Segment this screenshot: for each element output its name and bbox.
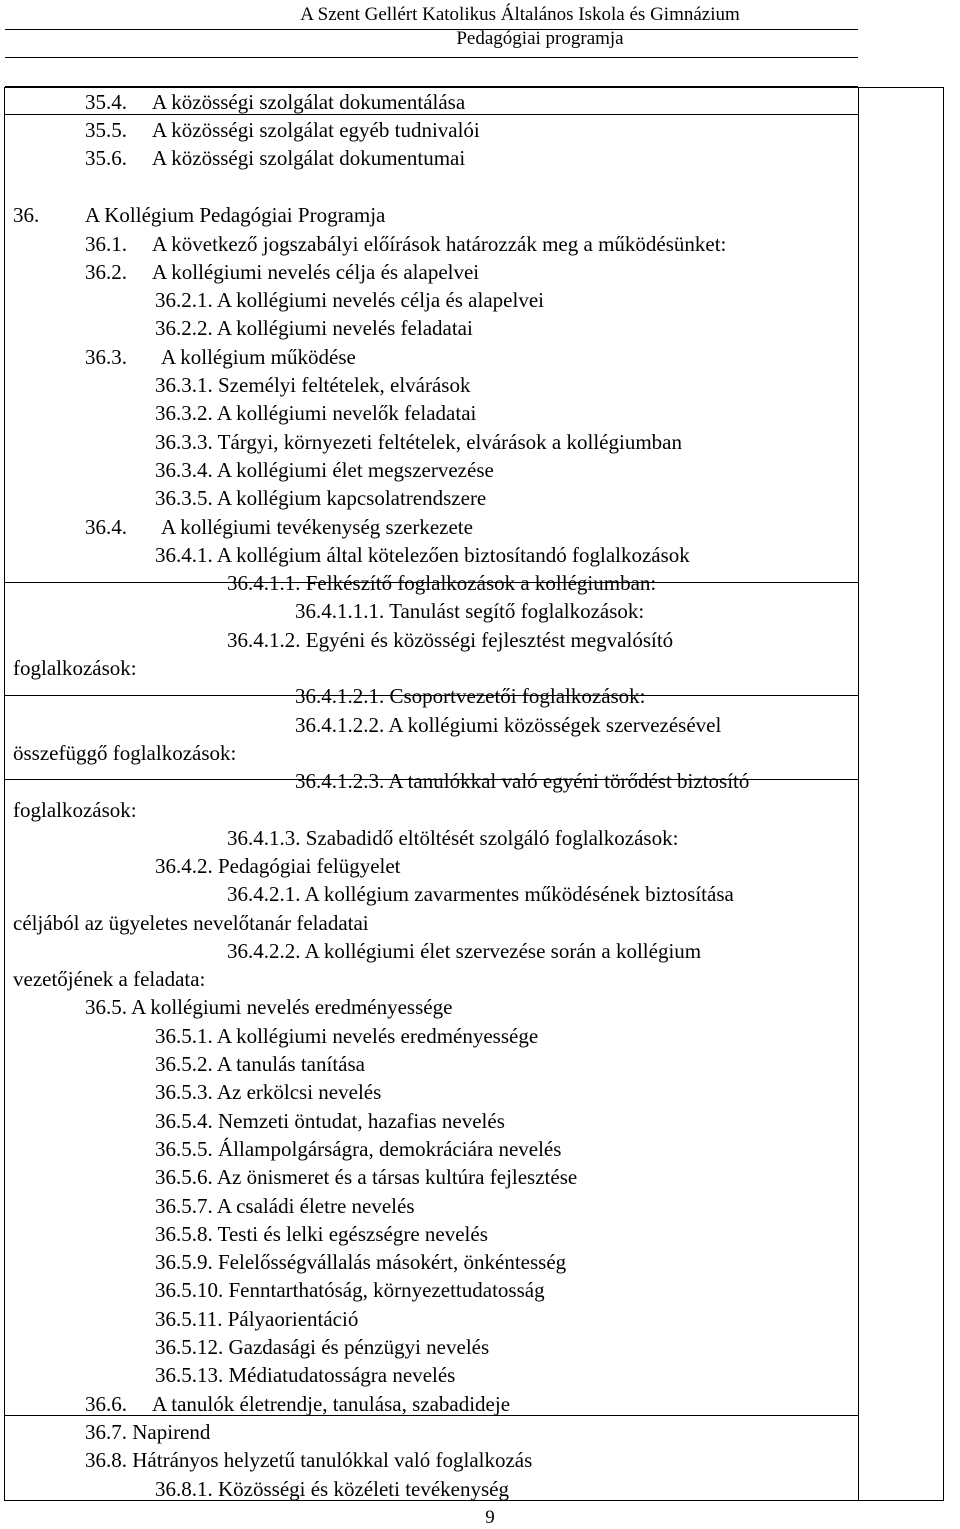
toc-entry-title: A közösségi szolgálat dokumentálása (152, 90, 466, 114)
toc-entry-title: 36.3.4. A kollégiumi élet megszervezése (155, 458, 494, 482)
row-separator (5, 57, 858, 58)
toc-entry-title: 36.3.1. Személyi feltételek, elvárások (155, 373, 471, 397)
toc-entry-title: 36.4.1.2.3. A tanulókkal való egyéni törődést biztosító (295, 769, 750, 793)
toc-entry-title: 36.5.1. A kollégiumi nevelés eredményessége (155, 1024, 539, 1048)
toc-entry-title: 36.8.1. Közösségi és közéleti tevékenység (155, 1477, 509, 1501)
toc-entry-title: 36.5.12. Gazdasági és pénzügyi nevelés (155, 1335, 490, 1359)
toc-entry-title: A közösségi szolgálat egyéb tudnivalói (152, 118, 480, 142)
toc-entry-number: 36.4. (85, 515, 127, 539)
toc-entry-title: A Kollégium Pedagógiai Programja (85, 203, 386, 227)
toc-entry-number: 36.3. (85, 345, 127, 369)
toc-entry-title: 36.5.8. Testi és lelki egészségre nevelés (155, 1222, 488, 1246)
toc-entry-title: 36.5.2. A tanulás tanítása (155, 1052, 365, 1076)
row-separator (5, 779, 858, 780)
toc-entry-title: 36.8. Hátrányos helyzetű tanulókkal való foglalkozás (85, 1448, 533, 1472)
toc-entry-title: 36.2.1. A kollégiumi nevelés célja és alapelvei (155, 288, 544, 312)
toc-entry-title: 36.5.6. Az önismeret és a társas kultúra fejlesztése (155, 1165, 578, 1189)
toc-entry-title: A tanulók életrendje, tanulása, szabadideje (152, 1392, 511, 1416)
toc-entry-number: 35.4. (85, 90, 127, 114)
row-separator (5, 695, 858, 696)
toc-entry-title: 36.3.5. A kollégium kapcsolatrendszere (155, 486, 487, 510)
toc-entry-title: A kollégium működése (161, 345, 356, 369)
row-separator (5, 86, 858, 87)
toc-entry-title: 36.4.1. A kollégium által kötelezően biztosítandó foglalkozások (155, 543, 690, 567)
toc-entry-title: 36.5.11. Pályaorientáció (155, 1307, 359, 1331)
toc-entry-title: 36.4.1.2.2. A kollégiumi közösségek szervezésével (295, 713, 722, 737)
toc-entry-title: 36.5.9. Felelősségvállalás másokért, önkéntesség (155, 1250, 567, 1274)
toc-entry-title: foglalkozások: (13, 656, 137, 680)
row-separator (5, 1415, 858, 1416)
toc-entry-number: 36.2. (85, 260, 127, 284)
row-separator (5, 114, 858, 115)
toc-entry-title: 36.5.10. Fenntarthatóság, környezettudatosság (155, 1278, 545, 1302)
toc-entry-title: céljából az ügyeletes nevelőtanár feladatai (13, 911, 369, 935)
header-school-name: A Szent Gellért Katolikus Általános Iskola és Gimnázium (300, 4, 740, 25)
page-number: 9 (485, 1507, 495, 1528)
toc-entry-title: A következő jogszabályi előírások határozzák meg a működésünket: (152, 232, 727, 256)
toc-entry-title: A közösségi szolgálat dokumentumai (152, 146, 466, 170)
toc-entry-title: vezetőjének a feladata: (13, 967, 206, 991)
toc-table (4, 87, 944, 1501)
toc-entry-title: 36.2.2. A kollégiumi nevelés feladatai (155, 316, 473, 340)
toc-entry-number: 36. (13, 203, 40, 227)
toc-entry-title: 36.5.4. Nemzeti öntudat, hazafias nevelés (155, 1109, 505, 1133)
toc-entry-title: 36.5.13. Médiatudatosságra nevelés (155, 1363, 456, 1387)
toc-entry-title: 36.5.5. Állampolgárságra, demokráciára nevelés (155, 1137, 562, 1161)
toc-entry-title: 36.4.1.1.1. Tanulást segítő foglalkozások: (295, 599, 645, 623)
toc-entry-title: 36.3.2. A kollégiumi nevelők feladatai (155, 401, 477, 425)
toc-entry-title: 36.4.1.2. Egyéni és közösségi fejlesztést megvalósító (227, 628, 674, 652)
toc-entry-number: 36.6. (85, 1392, 127, 1416)
toc-entry-title: A kollégiumi nevelés célja és alapelvei (152, 260, 480, 284)
toc-entry-number: 35.5. (85, 118, 127, 142)
toc-entry-title: 36.3.3. Tárgyi, környezeti feltételek, elvárások a kollégiumban (155, 430, 682, 454)
column-divider (858, 88, 859, 1500)
toc-entry-title: 36.4.2. Pedagógiai felügyelet (155, 854, 401, 878)
toc-entry-title: 36.4.2.2. A kollégiumi élet szervezése során a kollégium (227, 939, 702, 963)
toc-entry-title: 36.7. Napirend (85, 1420, 211, 1444)
toc-entry-number: 35.6. (85, 146, 127, 170)
toc-entry-title: 36.4.2.1. A kollégium zavarmentes működésének biztosítása (227, 882, 734, 906)
toc-entry-number: 36.1. (85, 232, 127, 256)
header-document-title: Pedagógiai programja (456, 28, 624, 49)
toc-entry-title: 36.4.1.3. Szabadidő eltöltését szolgáló foglalkozások: (227, 826, 679, 850)
toc-entry-title: 36.4.1.2.1. Csoportvezetői foglalkozások: (295, 684, 646, 708)
toc-entry-title: 36.4.1.1. Felkészítő foglalkozások a kollégiumban: (227, 571, 657, 595)
row-separator (5, 29, 858, 30)
toc-entry-title: összefüggő foglalkozások: (13, 741, 237, 765)
toc-entry-title: foglalkozások: (13, 798, 137, 822)
toc-entry-title: 36.5.7. A családi életre nevelés (155, 1194, 415, 1218)
row-separator (5, 582, 858, 583)
toc-entry-title: 36.5. A kollégiumi nevelés eredményessége (85, 995, 453, 1019)
toc-entry-title: 36.5.3. Az erkölcsi nevelés (155, 1080, 382, 1104)
toc-entry-title: A kollégiumi tevékenység szerkezete (161, 515, 473, 539)
